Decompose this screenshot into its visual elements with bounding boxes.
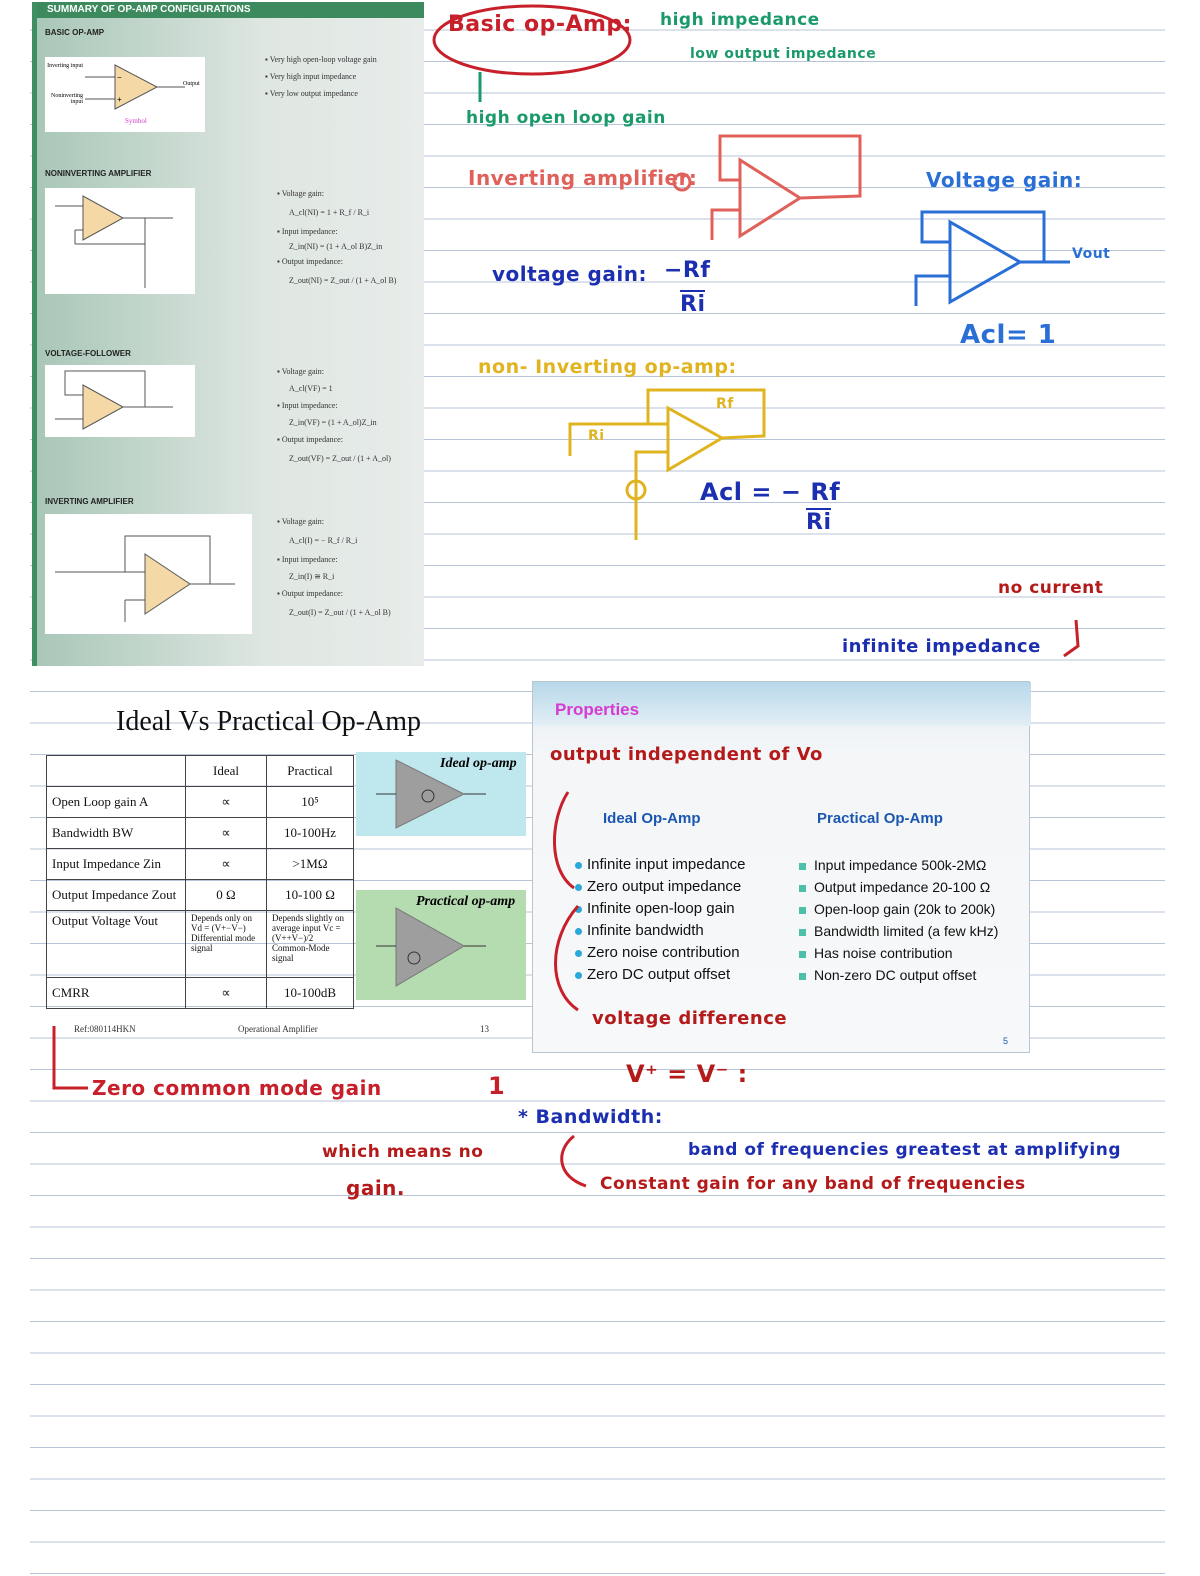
note-high-gain: high open loop gain <box>466 108 666 128</box>
table-cell: ∝ <box>186 849 267 880</box>
table-cell: CMRR <box>47 978 186 1009</box>
note-voltage-gain: voltage gain: <box>492 262 647 286</box>
table-cell: 10⁵ <box>267 787 354 818</box>
list-item: Infinite input impedance <box>575 854 745 876</box>
label-noninverting-input: Noninverting input <box>51 93 83 105</box>
note-ri: Ri <box>680 292 706 317</box>
table-cell: 10-100Hz <box>267 818 354 849</box>
note-ri2: Ri <box>588 428 605 444</box>
footer-title: Operational Amplifier <box>238 1024 318 1034</box>
table-title: Ideal Vs Practical Op-Amp <box>116 706 422 737</box>
note-basic-opamp: Basic op-Amp: <box>448 12 632 37</box>
table-cell: Input Impedance Zin <box>47 849 186 880</box>
note-high-impedance: high impedance <box>660 10 820 30</box>
list-item: Zero noise contribution <box>575 942 745 964</box>
table-cell: ∝ <box>186 787 267 818</box>
note-bandwidth: * Bandwidth: <box>518 1106 663 1128</box>
list-item: Infinite open-loop gain <box>575 898 745 920</box>
table-cell: 10-100 Ω <box>267 880 354 911</box>
list-item: Open-loop gain (20k to 200k) <box>799 898 998 920</box>
section-title-basic: BASIC OP-AMP <box>45 28 105 37</box>
note-vgain: Voltage gain: <box>926 168 1083 192</box>
label-symbol: Symbol <box>125 117 147 125</box>
table-cell: Output Voltage Vout <box>47 911 186 978</box>
table-cell: 10-100dB <box>267 978 354 1009</box>
bullet: ▪ Very high open-loop voltage gain <box>265 55 377 64</box>
properties-title: Properties <box>555 700 640 719</box>
table-cell: Output Impedance Zout <box>47 880 186 911</box>
footer-ref: Ref:080114HKN <box>74 1024 136 1034</box>
table-cell: Bandwidth BW <box>47 818 186 849</box>
table-header-cell: Ideal <box>186 756 267 787</box>
section-title-noninverting: NONINVERTING AMPLIFIER <box>45 169 152 178</box>
note-no-current: no current <box>998 578 1104 598</box>
table-cell: Depends slightly on average input Vc = (V++V−)/2 Common-Mode signal <box>267 911 354 978</box>
note-infinite-impedance: infinite impedance <box>842 636 1041 657</box>
bullet: ▪ Very low output impedance <box>265 89 358 98</box>
ideal-opamp-label: Ideal op-amp <box>440 756 517 771</box>
note-which-means: which means no <box>322 1142 484 1162</box>
note-voltage-difference: voltage difference <box>592 1008 788 1029</box>
note-acl-neg: Acl = − Rf <box>700 478 841 506</box>
inverting-bullets: ▪ Voltage gain: A_cl(I) = − R_f / R_i ▪ Input impedance: Z_in(I) ≅ R_i ▪ Output impedance: Z_out(I) = Z_out / (1 + A_ol B) <box>277 517 391 617</box>
list-item: Zero DC output offset <box>575 964 745 986</box>
table-header-cell: Practical <box>267 756 354 787</box>
follower-bullets: ▪ Voltage gain: A_cl(VF) = 1 ▪ Input impedance: Z_in(VF) = (1 + A_ol)Z_in ▪ Output impedance: Z_out(VF) = Z_out / (1 + A_ol) <box>277 367 391 463</box>
svg-text:−: − <box>117 73 122 82</box>
list-item: Zero output impedance <box>575 876 745 898</box>
label-inverting-input: Inverting input <box>47 63 83 69</box>
note-constant-gain: Constant gain for any band of frequencies <box>600 1174 1026 1194</box>
list-item: Input impedance 500k-2MΩ <box>799 854 998 876</box>
note-acl-ri: Ri <box>806 510 832 535</box>
summary-header: SUMMARY OF OP-AMP CONFIGURATIONS <box>37 2 424 18</box>
note-low-output: low output impedance <box>690 46 877 62</box>
properties-page: 5 <box>1003 1036 1009 1046</box>
note-one: 1 <box>488 1072 506 1100</box>
note-rf: Rf <box>716 396 734 412</box>
note-noninverting: non- Inverting op-amp: <box>478 356 737 378</box>
noninverting-bullets: ▪ Voltage gain: A_cl(NI) = 1 + R_f / R_i ▪ Input impedance: Z_in(NI) = (1 + A_ol B)Z_in ▪ Output impedance: Z_out(NI) = Z_out / (1 + A_ol B) <box>277 189 397 285</box>
table-cell: ∝ <box>186 978 267 1009</box>
table-cell: >1MΩ <box>267 849 354 880</box>
footer-page: 13 <box>480 1024 489 1034</box>
ideal-header: Ideal Op-Amp <box>603 810 701 827</box>
list-item: Non-zero DC output offset <box>799 964 998 986</box>
note-acl-1: Acl= 1 <box>960 320 1057 350</box>
note-neg-rf: −Rf <box>664 258 711 283</box>
note-gain: gain. <box>346 1176 406 1200</box>
practical-header: Practical Op-Amp <box>817 810 943 827</box>
table-cell: Open Loop gain A <box>47 787 186 818</box>
table-cell: Depends only on Vd = (V+−V−) Differential mode signal <box>186 911 267 978</box>
note-inverting: Inverting amplifier: <box>468 166 698 190</box>
section-title-follower: VOLTAGE-FOLLOWER <box>45 349 131 358</box>
note-vplus-vminus: V⁺ = V⁻ : <box>626 1060 748 1088</box>
note-zero-common-mode: Zero common mode gain <box>92 1076 382 1100</box>
svg-text:+: + <box>117 95 122 104</box>
bullet: ▪ Very high input impedance <box>265 72 357 81</box>
list-item: Bandwidth limited (a few kHz) <box>799 920 998 942</box>
label-output: Output <box>183 81 200 87</box>
list-item: Output impedance 20-100 Ω <box>799 876 998 898</box>
section-title-inverting: INVERTING AMPLIFIER <box>45 497 134 506</box>
practical-opamp-label: Practical op-amp <box>416 894 516 909</box>
note-output-independent: output independent of Vo <box>550 744 823 765</box>
note-band-frequencies: band of frequencies greatest at amplifying <box>688 1140 1121 1160</box>
list-item: Has noise contribution <box>799 942 998 964</box>
table-cell: 0 Ω <box>186 880 267 911</box>
table-cell: ∝ <box>186 818 267 849</box>
note-vout: Vout <box>1072 246 1111 262</box>
list-item: Infinite bandwidth <box>575 920 745 942</box>
